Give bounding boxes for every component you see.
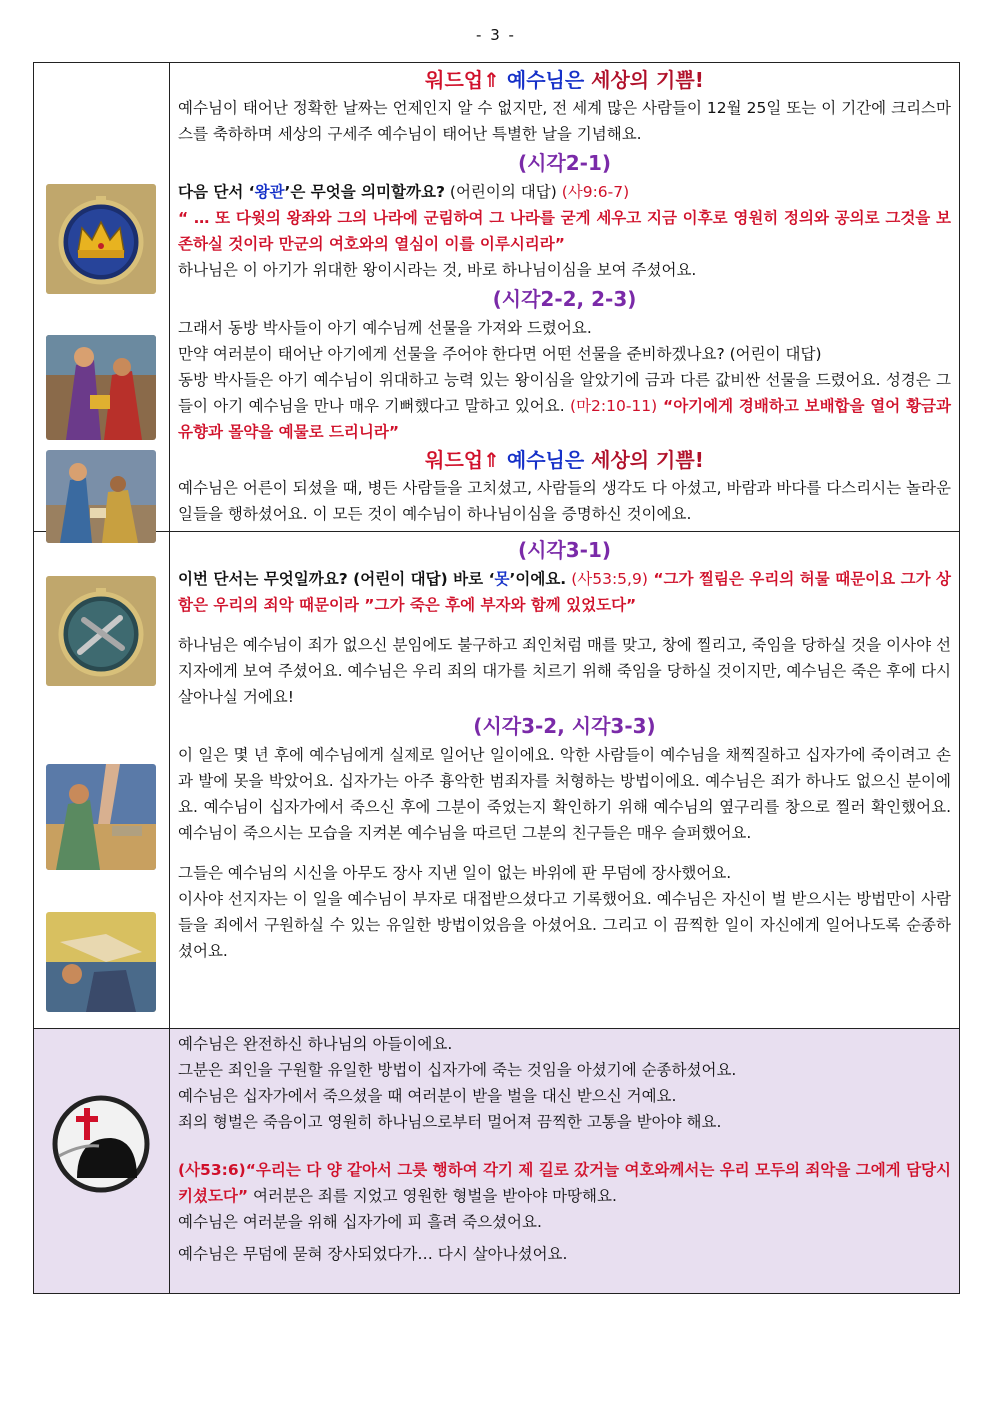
magi-line-1: 그래서 동방 박사들이 아기 예수님께 선물을 가져와 드렸어요. [178, 319, 592, 337]
question-end: ’은 무엇을 의미할까요? [284, 183, 445, 201]
gospel-punishment-line: 여러분은 죄를 지었고 영원한 형벌을 받아야 마땅해요. [248, 1187, 617, 1205]
visual-2-2-heading: (시각2-2, 2-3) [492, 287, 637, 311]
question-note: (어린이의 대답) [444, 183, 562, 201]
miracles-paragraph: 예수님은 어른이 되셨을 때, 병든 사람들을 고치셨고, 사람들의 생각도 다 아셨고, 바람과 바다를 다스리시는 놀라운 일들을 행하셨어요. 이 모든 것이 예수님이 하나님이심을 증명하신 것이에요. [178, 479, 951, 523]
section-cross [34, 532, 960, 1029]
crown-question [178, 179, 951, 205]
tomb-line-1: 그들은 예수님의 시신을 아무도 장사 지낸 일이 없는 바위에 판 무덤에 장사했어요. [178, 864, 732, 882]
magi-gifts-illustration [46, 335, 156, 440]
section-cross-text [170, 532, 960, 1029]
gospel-line-6: 예수님은 무덤에 묻혀 장사되었다가… 다시 살아나셨어요. [178, 1245, 568, 1263]
magi-worship-illustration [46, 450, 156, 543]
gospel-verse-paragraph [178, 1157, 951, 1209]
visual-3-2-heading: (시각3-2, 시각3-3) [473, 714, 656, 738]
matthew-ref: (마2:10-11) [570, 397, 658, 415]
gospel-line-4: 죄의 형벌은 죽음이고 영원히 하나님으로부터 멀어져 끔찍한 고통을 받아야 해요. [178, 1113, 722, 1131]
visual-3-1-heading: (시각3-1) [517, 538, 612, 562]
gospel-line-3: 예수님은 십자가에서 죽으셨을 때 여러분이 받을 벌을 대신 받으신 거예요. [178, 1087, 677, 1105]
wordup-label: 워드업 [425, 68, 484, 92]
matthew-verse: “아기에게 경배하고 보배합을 열어 황금과 유향과 몰약을 예물로 드리니라” [178, 397, 951, 441]
wordup-label: 워드업 [425, 448, 484, 472]
cross-tomb-icon [51, 1094, 151, 1194]
section-christmas [34, 63, 960, 532]
magi-text: 동방 박사들은 아기 예수님이 위대하고 능력 있는 왕이심을 알았기에 금과 다른 값비싼 선물을 드렸어요. 성경은 그들이 아기 예수님을 만나 매우 기뻐했다고 말하고 있어요. [178, 371, 951, 415]
cross-paragraph: 이 일은 몇 년 후에 예수님에게 실제로 일어난 일이에요. 악한 사람들이 예수님을 채찍질하고 십자가에 죽이려고 손과 발에 못을 박았어요. 십자가는 아주 흉악한 범죄자를 처형하는 방법이에요. 예수님은 죄가 하나도 없으신 분이에요. 예수님이 십자가에서 죽으신 후에 그분이 죽었는지 확인하기 위해 예수님의 옆구리를 창으로 찔러 확인했어요. 예수님이 죽으시는 모습을 지켜본 예수님을 따르던 그분의 친구들은 매우 슬퍼했어요. [178, 746, 951, 842]
section-gospel [34, 1029, 960, 1294]
section-christmas-text [170, 63, 960, 532]
isaiah53-verse: “그가 찔림은 우리의 허물 때문이요 그가 상함은 우리의 죄악 때문이라 ”그가 죽은 후에 부자와 함께 있었도다” [178, 570, 951, 614]
god-king-line: 하나님은 이 아기가 위대한 왕이시라는 것, 바로 하나님이심을 보여 주셨어요. [178, 261, 697, 279]
images-column [34, 532, 170, 1029]
magi-line-2: 만약 여러분이 태어난 아기에게 선물을 주어야 한다면 어떤 선물을 준비하겠나요? (어린이 대답) [178, 345, 822, 363]
burial-illustration [46, 912, 156, 1012]
tomb-paragraph: 이사야 선지자는 이 일을 예수님이 부자로 대접받으셨다고 기록했어요. 예수님은 자신이 벌 받으시는 방법만이 사람들을 죄에서 구원하실 수 있는 유일한 방법이었음을 아셨어요. 그리고 이 끔찍한 일이 자신에게 일어나도록 순종하셨어요. [178, 890, 951, 960]
page-number: - 3 - [476, 26, 516, 44]
gospel-line-1: 예수님은 완전하신 하나님의 아들이에요. [178, 1035, 453, 1053]
up-arrow-icon: ⇑ [483, 68, 500, 92]
question-text: 이번 단서는 무엇일까요? (어린이 대답) 바로 ‘ [178, 570, 495, 588]
wordup-theme: 세상의 기쁨! [591, 448, 704, 472]
wordup-title [178, 66, 951, 94]
scripture-ref: (사53:5,9) [566, 570, 648, 588]
images-column [34, 1029, 170, 1294]
images-column [34, 63, 170, 532]
wordup-theme: 세상의 기쁨! [591, 68, 704, 92]
crown-ornament-icon [46, 184, 156, 294]
isaiah-paragraph: 하나님은 예수님이 죄가 없으신 분임에도 불구하고 죄인처럼 매를 맞고, 창에 찔리고, 죽임을 당하실 것을 이사야 선지자에게 보여 주셨어요. 예수님은 우리 죄의 대가를 치르기 위해 죽임을 당하실 것이지만, 예수님은 죽은 후에 다시 살아나실 거에요! [178, 636, 951, 706]
intro-paragraph: 예수님이 태어난 정확한 날짜는 언제인지 알 수 없지만, 전 세계 많은 사람들이 12월 25일 또는 이 기간에 크리스마스를 축하하며 세상의 구세주 예수님이 태어난 특별한 날을 기념해요. [178, 99, 951, 143]
nails-question [178, 566, 951, 618]
scripture-ref: (사9:6-7) [561, 183, 630, 201]
wordup-subject: 예수님은 [506, 448, 585, 472]
isaiah53-6-verse: (사53:6)“우리는 다 양 같아서 그릇 행하여 각기 제 길로 갔거늘 여호와께서는 우리 모두의 죄악을 그에게 담당시키셨도다” [178, 1161, 951, 1205]
up-arrow-icon: ⇑ [483, 448, 500, 472]
nails-ornament-icon [46, 576, 156, 686]
gospel-line-5: 예수님은 여러분을 위해 십자가에 피 흘려 죽으셨어요. [178, 1213, 542, 1231]
clue-word: 왕관 [254, 183, 285, 201]
wordup-title-2 [178, 446, 951, 474]
visual-2-1-heading: (시각2-1) [517, 151, 612, 175]
question-text: 다음 단서 ‘ [178, 183, 255, 201]
isaiah-verse: “ … 또 다윗의 왕좌와 그의 나라에 군림하여 그 나라를 굳게 세우고 지금 이후로 영원히 정의와 공의로 그것을 보존하실 것이라 만군의 여호와의 열심이 이를 이루시리라” [178, 209, 951, 253]
question-end: ’이에요. [509, 570, 567, 588]
section-gospel-text [170, 1029, 960, 1294]
lesson-table [33, 62, 960, 1294]
gospel-line-2: 그분은 죄인을 구원할 유일한 방법이 십자가에 죽는 것임을 아셨기에 순종하셨어요. [178, 1061, 737, 1079]
crucifixion-illustration [46, 764, 156, 870]
clue-word: 못 [494, 570, 510, 588]
magi-paragraph [178, 367, 951, 445]
wordup-subject: 예수님은 [506, 68, 585, 92]
